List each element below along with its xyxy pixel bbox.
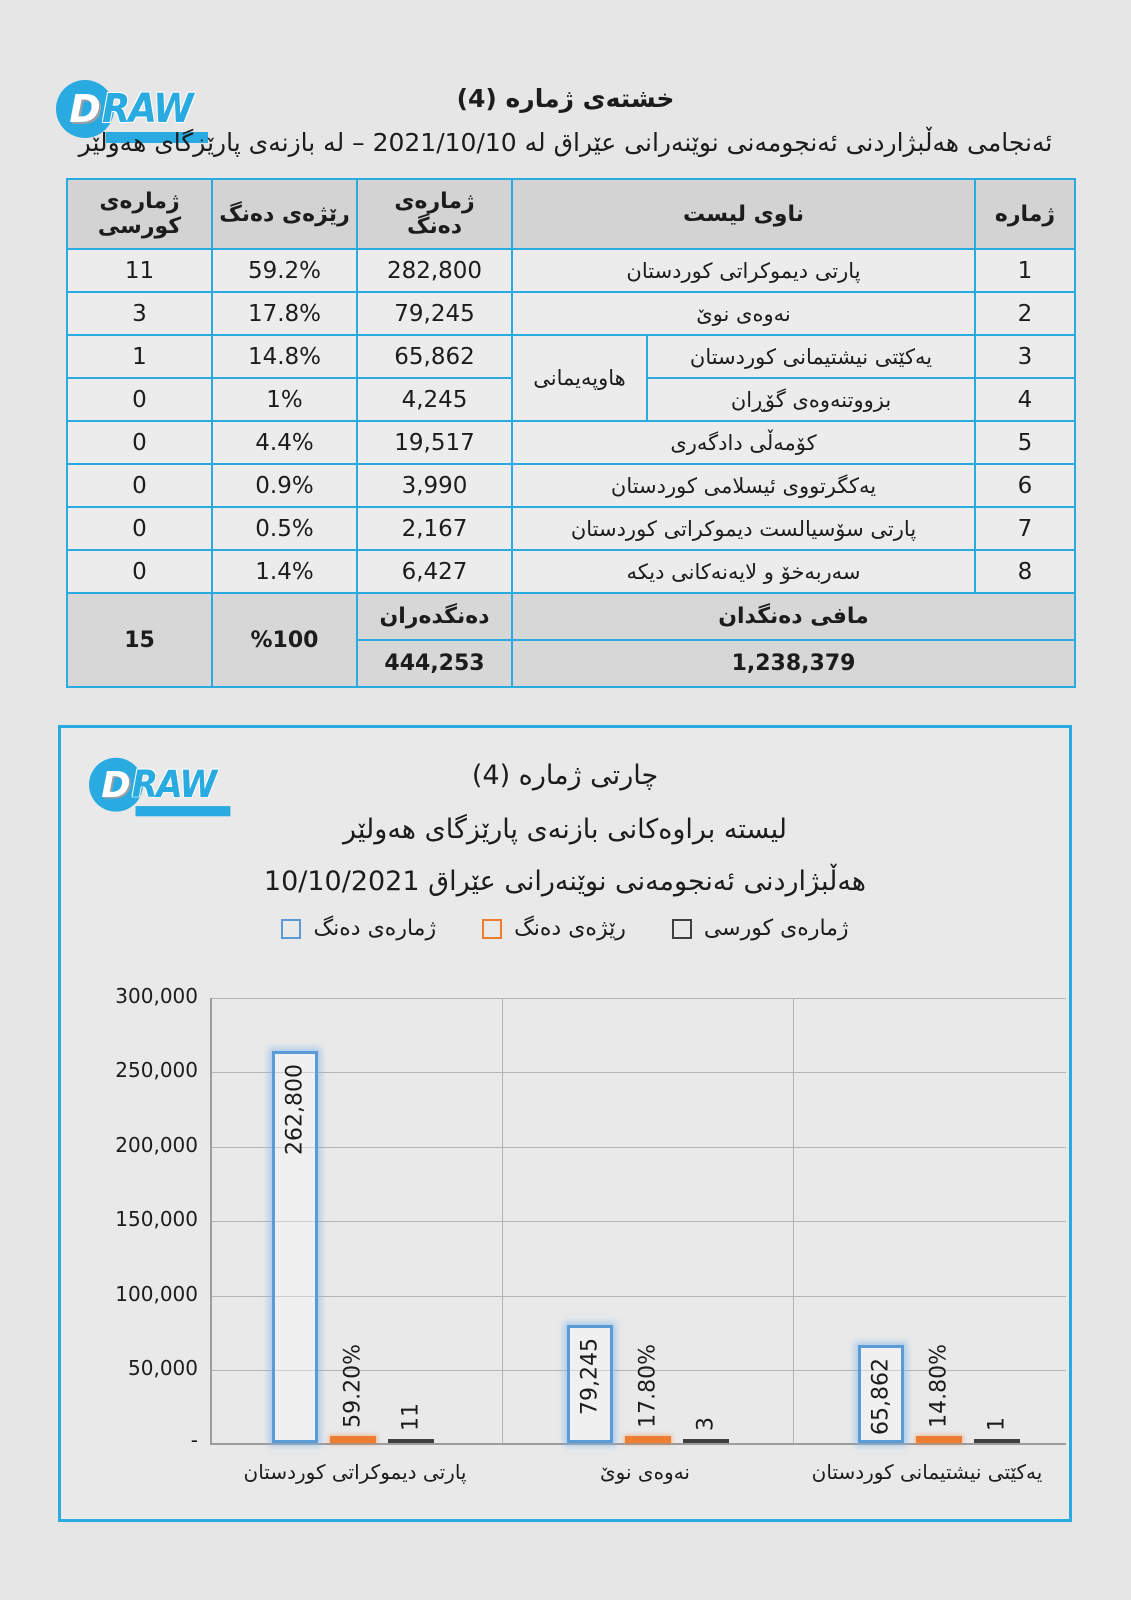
y-tick: 200,000 bbox=[115, 1133, 198, 1157]
col-header-list-name: ناوی لیست bbox=[512, 179, 975, 249]
col-header-number: ژمارە bbox=[975, 179, 1075, 249]
seats-value: 11 bbox=[67, 249, 212, 292]
legend-label: ژمارەی دەنگ bbox=[313, 916, 437, 941]
legend-swatch-seats-icon bbox=[672, 919, 692, 939]
list-name: پارتی دیموکراتی کوردستان bbox=[512, 249, 975, 292]
votes-value: 2,167 bbox=[357, 507, 512, 550]
x-category-label: پارتی دیموکراتی کوردستان bbox=[243, 1460, 467, 1484]
col-header-votes: ژمارەی دەنگ bbox=[357, 179, 512, 249]
x-category-label: نەوەی نوێ bbox=[600, 1460, 690, 1484]
chart-title: چارتی ژماره (4) bbox=[471, 760, 659, 791]
table-row bbox=[67, 249, 1075, 292]
bar-value-label: 17.80% bbox=[635, 1344, 661, 1428]
pct-value: 0.9% bbox=[212, 464, 357, 507]
row-number: 1 bbox=[975, 249, 1075, 292]
page-title: خشتەی ژمارە (4) bbox=[456, 84, 675, 113]
legend-label: رێژەی دەنگ bbox=[514, 916, 626, 941]
bar-votes bbox=[567, 1325, 613, 1443]
legend-item-votes bbox=[281, 916, 436, 941]
bar-votes-group2 bbox=[567, 998, 613, 1443]
legend-swatch-votes-icon bbox=[281, 919, 301, 939]
votes-value: 4,245 bbox=[357, 378, 512, 421]
bar-pct-group1 bbox=[330, 998, 376, 1443]
bar-votes bbox=[272, 1051, 318, 1443]
row-number: 5 bbox=[975, 421, 1075, 464]
row-number: 4 bbox=[975, 378, 1075, 421]
chart-subtitle-2: هەڵبژاردنی ئەنجومەنی نوێنەرانی عێراق 10/10/2021 bbox=[263, 866, 867, 897]
list-name: یەکگرتووی ئیسلامی کوردستان bbox=[512, 464, 975, 507]
seats-value: 0 bbox=[67, 421, 212, 464]
gridline-vertical bbox=[793, 998, 794, 1443]
y-tick: 50,000 bbox=[128, 1356, 198, 1380]
row-number: 7 bbox=[975, 507, 1075, 550]
pct-value: 14.8% bbox=[212, 335, 357, 378]
seats-value: 0 bbox=[67, 507, 212, 550]
table-row bbox=[67, 421, 1075, 464]
bar-seats-group2 bbox=[683, 998, 729, 1443]
bar-pct bbox=[330, 1436, 376, 1443]
bar-seats-group1 bbox=[388, 998, 434, 1443]
bar-value-label: 1 bbox=[984, 1417, 1010, 1431]
bar-value-label: 11 bbox=[398, 1403, 424, 1431]
chart-panel bbox=[58, 725, 1072, 1522]
list-name: نەوەی نوێ bbox=[512, 292, 975, 335]
table-row bbox=[67, 464, 1075, 507]
list-name: بزووتنەوەی گۆڕان bbox=[647, 378, 975, 421]
draw-logo-d: D bbox=[69, 87, 101, 131]
bar-votes-group1 bbox=[272, 998, 318, 1443]
bar-pct-group3 bbox=[916, 998, 962, 1443]
results-table bbox=[66, 178, 1076, 688]
voters-label: دەنگدەران bbox=[357, 593, 512, 640]
legend-swatch-pct-icon bbox=[482, 919, 502, 939]
bar-seats bbox=[974, 1439, 1020, 1443]
table-header-row bbox=[67, 179, 1075, 249]
votes-value: 79,245 bbox=[357, 292, 512, 335]
votes-value: 19,517 bbox=[357, 421, 512, 464]
row-number: 3 bbox=[975, 335, 1075, 378]
bar-value-label: 65,862 bbox=[868, 1357, 894, 1435]
draw-logo-raw: RAW bbox=[102, 86, 192, 132]
bar-value-label: 14.80% bbox=[926, 1344, 952, 1428]
bar-seats bbox=[683, 1439, 729, 1443]
pct-total: %100 bbox=[212, 593, 357, 687]
bar-seats bbox=[388, 1439, 434, 1443]
bar-value-label: 79,245 bbox=[577, 1337, 603, 1415]
pct-value: 4.4% bbox=[212, 421, 357, 464]
seats-total: 15 bbox=[67, 593, 212, 687]
pct-value: 17.8% bbox=[212, 292, 357, 335]
seats-value: 0 bbox=[67, 550, 212, 593]
voters-value: 444,253 bbox=[357, 640, 512, 687]
page-subtitle: ئەنجامی هەڵبژاردنی ئەنجومەنی نوێنەرانی عێراق لە 2021/10/10 – لە بازنەی پارێزگای هەولێر bbox=[78, 128, 1053, 157]
seats-value: 1 bbox=[67, 335, 212, 378]
seats-value: 0 bbox=[67, 464, 212, 507]
list-name: سەربەخۆ و لایەنەکانی دیکه bbox=[512, 550, 975, 593]
y-tick: 100,000 bbox=[115, 1282, 198, 1306]
legend-label: ژمارەی کورسی bbox=[703, 916, 849, 941]
chart-legend bbox=[61, 916, 1069, 941]
y-tick: 300,000 bbox=[115, 984, 198, 1008]
row-number: 8 bbox=[975, 550, 1075, 593]
totals-row bbox=[67, 593, 1075, 640]
voting-rights-value: 1,238,379 bbox=[512, 640, 1075, 687]
x-category-label: یەکێتی نیشتیمانی کوردستان bbox=[811, 1460, 1043, 1484]
draw-logo-raw: RAW bbox=[131, 763, 216, 807]
legend-item-pct bbox=[482, 916, 626, 941]
gridline-vertical bbox=[502, 998, 503, 1443]
bar-seats-group3 bbox=[974, 998, 1020, 1443]
table-row bbox=[67, 550, 1075, 593]
pct-value: 0.5% bbox=[212, 507, 357, 550]
voting-rights-label: مافی دەنگدان bbox=[512, 593, 1075, 640]
legend-item-seats bbox=[672, 916, 849, 941]
y-tick: - bbox=[190, 1428, 198, 1452]
votes-value: 6,427 bbox=[357, 550, 512, 593]
col-header-seats: ژمارەی کورسی bbox=[67, 179, 212, 249]
table-row bbox=[67, 507, 1075, 550]
y-tick: 250,000 bbox=[115, 1058, 198, 1082]
plot-area bbox=[210, 998, 1066, 1445]
y-tick: 150,000 bbox=[115, 1207, 198, 1231]
votes-value: 65,862 bbox=[357, 335, 512, 378]
draw-logo-d: D bbox=[101, 764, 131, 806]
bar-pct bbox=[625, 1436, 671, 1443]
list-name: یەکێتی نیشتیمانی کوردستان bbox=[647, 335, 975, 378]
row-number: 6 bbox=[975, 464, 1075, 507]
seats-value: 3 bbox=[67, 292, 212, 335]
chart-subtitle-1: لیسته براوەکانی بازنەی پارێزگای هەولێر bbox=[343, 814, 787, 845]
bar-value-label: 3 bbox=[693, 1417, 719, 1431]
bar-pct-group2 bbox=[625, 998, 671, 1443]
votes-value: 3,990 bbox=[357, 464, 512, 507]
alliance-cell: هاوپەیمانی bbox=[512, 335, 647, 421]
table-row bbox=[67, 292, 1075, 335]
pct-value: 59.2% bbox=[212, 249, 357, 292]
bar-votes bbox=[858, 1345, 904, 1443]
votes-value: 282,800 bbox=[357, 249, 512, 292]
bar-votes-group3 bbox=[858, 998, 904, 1443]
seats-value: 0 bbox=[67, 378, 212, 421]
table-row bbox=[67, 335, 1075, 378]
pct-value: 1.4% bbox=[212, 550, 357, 593]
list-name: پارتی سۆسیالست دیموکراتی کوردستان bbox=[512, 507, 975, 550]
row-number: 2 bbox=[975, 292, 1075, 335]
list-name: کۆمەڵی دادگەری bbox=[512, 421, 975, 464]
bar-value-label: 59.20% bbox=[340, 1344, 366, 1428]
bar-pct bbox=[916, 1436, 962, 1443]
pct-value: 1% bbox=[212, 378, 357, 421]
bar-value-label: 262,800 bbox=[282, 1064, 308, 1156]
col-header-vote-pct: رێژەی دەنگ bbox=[212, 179, 357, 249]
